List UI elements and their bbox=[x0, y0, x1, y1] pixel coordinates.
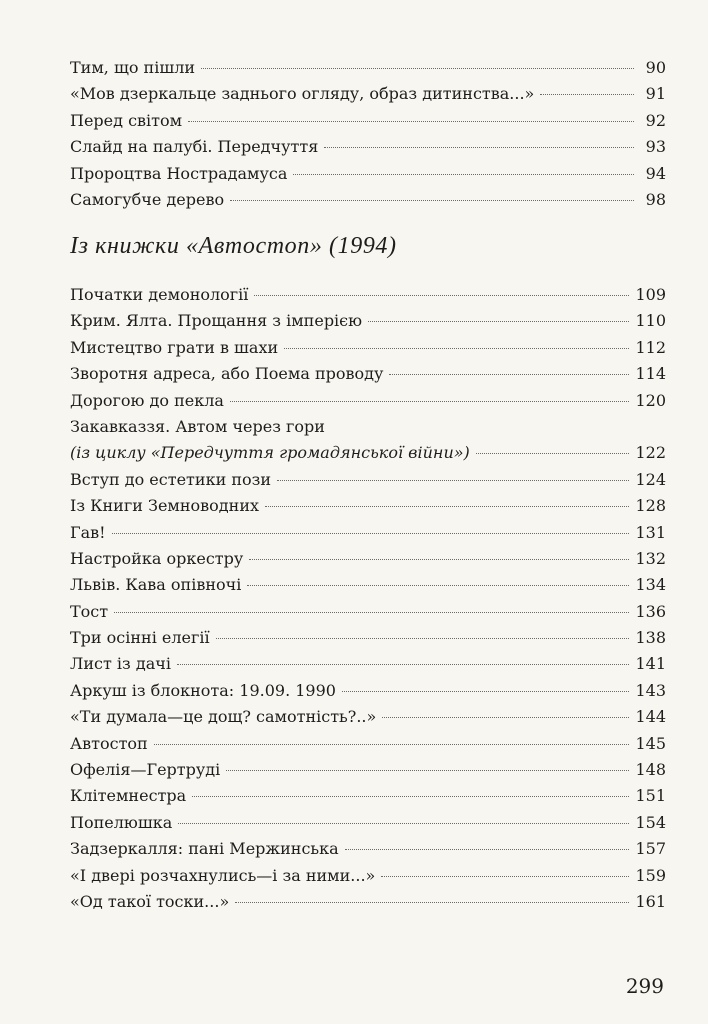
toc-title: «І двері розчахнулись—і за ними...» bbox=[70, 865, 376, 885]
toc-row bbox=[70, 863, 666, 889]
dot-leader bbox=[247, 585, 629, 586]
toc-page-number: 144 bbox=[635, 707, 666, 727]
toc-page-number: 145 bbox=[635, 733, 666, 753]
dot-leader bbox=[382, 717, 629, 718]
toc-row bbox=[70, 108, 666, 134]
toc-row bbox=[70, 625, 666, 651]
toc-page-number: 161 bbox=[635, 891, 666, 911]
toc-row bbox=[70, 335, 666, 361]
dot-leader bbox=[540, 94, 634, 95]
dot-leader bbox=[254, 295, 629, 296]
dot-leader bbox=[265, 506, 629, 507]
toc-title: Дорогою до пекла bbox=[70, 390, 224, 410]
toc-title: Вступ до естетики пози bbox=[70, 469, 272, 489]
toc-page-number: 132 bbox=[635, 548, 666, 568]
dot-leader bbox=[249, 559, 629, 560]
toc-title: Перед світом bbox=[70, 110, 183, 130]
toc-page-number: 109 bbox=[635, 285, 666, 304]
page-number: 299 bbox=[625, 974, 664, 998]
toc-page-number: 157 bbox=[635, 839, 666, 859]
dot-leader bbox=[230, 200, 634, 201]
toc-row bbox=[70, 678, 666, 704]
toc-row bbox=[70, 134, 666, 160]
dot-leader bbox=[178, 823, 629, 824]
toc-page-number: 91 bbox=[645, 84, 666, 104]
toc-page-number: 148 bbox=[635, 760, 666, 780]
toc-title: Задзеркалля: пані Мержинська bbox=[70, 839, 339, 859]
dot-leader bbox=[226, 770, 629, 771]
dot-leader bbox=[368, 321, 629, 322]
toc-page-number: 93 bbox=[645, 137, 666, 157]
dot-leader bbox=[188, 121, 634, 122]
dot-leader bbox=[112, 533, 630, 534]
section-heading: Із книжки «Автостоп» (1994) bbox=[70, 233, 397, 259]
toc-page-number: 120 bbox=[635, 390, 666, 410]
toc-row bbox=[70, 757, 666, 783]
dot-leader bbox=[476, 453, 630, 454]
toc-row bbox=[70, 651, 666, 677]
toc-title: Слайд на палубі. Передчуття bbox=[70, 137, 319, 157]
toc-page-number: 94 bbox=[645, 163, 666, 183]
toc-row bbox=[70, 783, 666, 809]
toc-title: Настройка оркестру bbox=[70, 548, 244, 568]
toc-title: Тим, що пішли bbox=[70, 58, 196, 77]
dot-leader bbox=[324, 147, 634, 148]
toc-row bbox=[70, 467, 666, 493]
dot-leader bbox=[381, 876, 629, 877]
toc-title: Мистецтво грати в шахи bbox=[70, 337, 279, 357]
toc-title: Автостоп bbox=[70, 733, 148, 753]
toc-row bbox=[70, 889, 666, 915]
toc-list-second bbox=[70, 282, 666, 915]
toc-title: Із Книги Земноводних bbox=[70, 496, 259, 516]
toc-title: Зворотня адреса, або Поема проводу bbox=[70, 364, 384, 384]
toc-row bbox=[70, 81, 666, 107]
toc-page-number: 124 bbox=[635, 469, 666, 489]
toc-page-number: 136 bbox=[635, 601, 666, 621]
toc-row bbox=[70, 414, 666, 440]
toc-title: Львів. Кава опівночі bbox=[70, 575, 242, 595]
toc-row bbox=[70, 282, 666, 308]
toc-row bbox=[70, 572, 666, 598]
toc-subtitle: (із циклу «Передчуття громадянської війни») bbox=[70, 443, 470, 463]
toc-row bbox=[70, 55, 666, 81]
toc-row bbox=[70, 546, 666, 572]
toc-title: Початки демонології bbox=[70, 285, 249, 304]
dot-leader bbox=[235, 902, 629, 903]
toc-page-number: 138 bbox=[635, 628, 666, 648]
toc-list-first bbox=[70, 55, 666, 213]
toc-row bbox=[70, 187, 666, 213]
toc-row bbox=[70, 731, 666, 757]
toc-title: «Мов дзеркальце заднього огляду, образ дитинства...» bbox=[70, 84, 535, 104]
toc-title: Пророцтва Нострадамуса bbox=[70, 163, 288, 183]
toc-row bbox=[70, 520, 666, 546]
toc-row bbox=[70, 493, 666, 519]
toc-title: Аркуш із блокнота: 19.09. 1990 bbox=[70, 680, 336, 700]
toc-title: Офелія—Гертруді bbox=[70, 760, 221, 780]
toc-page-number: 98 bbox=[645, 189, 666, 209]
toc-row bbox=[70, 810, 666, 836]
toc-title: Крим. Ялта. Прощання з імперією bbox=[70, 311, 363, 331]
dot-leader bbox=[284, 348, 629, 349]
dot-leader bbox=[114, 612, 629, 613]
dot-leader bbox=[192, 796, 629, 797]
toc-page-number: 110 bbox=[635, 311, 666, 331]
toc-page-number: 114 bbox=[635, 364, 666, 384]
toc-page-number: 141 bbox=[635, 654, 666, 674]
toc-page-number: 90 bbox=[645, 58, 666, 77]
toc-page-number: 122 bbox=[635, 443, 666, 463]
toc-page-number: 154 bbox=[635, 812, 666, 832]
dot-leader bbox=[389, 374, 629, 375]
toc-row bbox=[70, 836, 666, 862]
toc-title: Три осінні елегії bbox=[70, 628, 210, 648]
toc-row bbox=[70, 704, 666, 730]
dot-leader bbox=[342, 691, 630, 692]
toc-title: Закавказзя. Автом через гори bbox=[70, 416, 325, 436]
toc-row bbox=[70, 361, 666, 387]
toc-title: «Од такої тоски...» bbox=[70, 891, 230, 911]
toc-page-number: 112 bbox=[635, 337, 666, 357]
dot-leader bbox=[230, 401, 630, 402]
dot-leader bbox=[345, 849, 630, 850]
toc-page-number: 128 bbox=[635, 496, 666, 516]
toc-title: Попелюшка bbox=[70, 812, 173, 832]
toc-row bbox=[70, 388, 666, 414]
toc-page-number: 92 bbox=[645, 110, 666, 130]
toc-row bbox=[70, 599, 666, 625]
toc-page-number: 151 bbox=[635, 786, 666, 806]
toc-page-number: 159 bbox=[635, 865, 666, 885]
toc-page-number: 134 bbox=[635, 575, 666, 595]
dot-leader bbox=[216, 638, 630, 639]
dot-leader bbox=[277, 480, 629, 481]
toc-page-number: 143 bbox=[635, 680, 666, 700]
toc-title: Самогубче дерево bbox=[70, 189, 225, 209]
toc-title: Тост bbox=[70, 601, 109, 621]
dot-leader bbox=[293, 174, 634, 175]
dot-leader bbox=[177, 664, 630, 665]
toc-row bbox=[70, 161, 666, 187]
toc-title: «Ти думала—це дощ? самотність?..» bbox=[70, 707, 377, 727]
toc-title: Гав! bbox=[70, 522, 106, 542]
dot-leader bbox=[201, 68, 634, 69]
toc-page-number: 131 bbox=[635, 522, 666, 542]
toc-row bbox=[70, 440, 666, 466]
toc-title: Клітемнестра bbox=[70, 786, 187, 806]
toc-title: Лист із дачі bbox=[70, 654, 171, 674]
dot-leader bbox=[154, 744, 630, 745]
toc-row bbox=[70, 308, 666, 334]
